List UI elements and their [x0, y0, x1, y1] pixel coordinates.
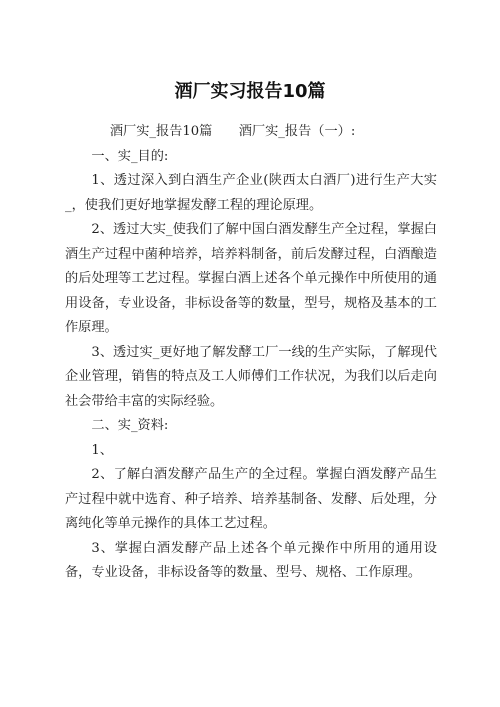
paragraph-materials-2: 2、了解白酒发酵产品生产的全过程。掌握白酒发酵产品生产过程中就中选育、种子培养、培养基制备、发酵、后处理，分离纯化等单元操作的具体工艺过程。 — [65, 467, 437, 531]
paragraph-purpose-2: 2、透过大实_使我们了解中国白酒发酵生产全过程，掌握白酒生产过程中菌种培养，培养料制备，前后发酵过程，白酒酿造的后处理等工艺过程。掌握白酒上述各个单元操作中所使用的通用设备，专业设备，非标设备等的数量，型号，规格及基本的工作原理。 — [65, 222, 437, 335]
paragraph-materials-1: 1、 — [91, 442, 113, 458]
document-body — [65, 120, 437, 586]
paragraph-materials-3: 3、掌握白酒发酵产品上述各个单元操作中所用的通用设备，专业设备，非标设备等的数量、型号、规格、工作原理。 — [65, 540, 437, 580]
subtitle-line: 酒厂实_报告10篇 酒厂实_报告（一）: — [109, 124, 356, 139]
paragraph-purpose-1: 1、透过深入到白酒生产企业(陕西太白酒厂)进行生产大实_，使我们更好地掌握发酵工程的理论原理。 — [65, 173, 437, 213]
section-heading-purpose: 一、实_目的: — [91, 148, 169, 164]
section-heading-materials: 二、实_资料: — [91, 418, 169, 433]
document-title: 酒厂实习报告10篇 — [174, 81, 326, 102]
paragraph-purpose-3: 3、透过实_更好地了解发酵工厂一线的生产实际，了解现代企业管理，销售的特点及工人师傅们工作状况，为我们以后走向社会带给丰富的实际经验。 — [65, 344, 437, 409]
